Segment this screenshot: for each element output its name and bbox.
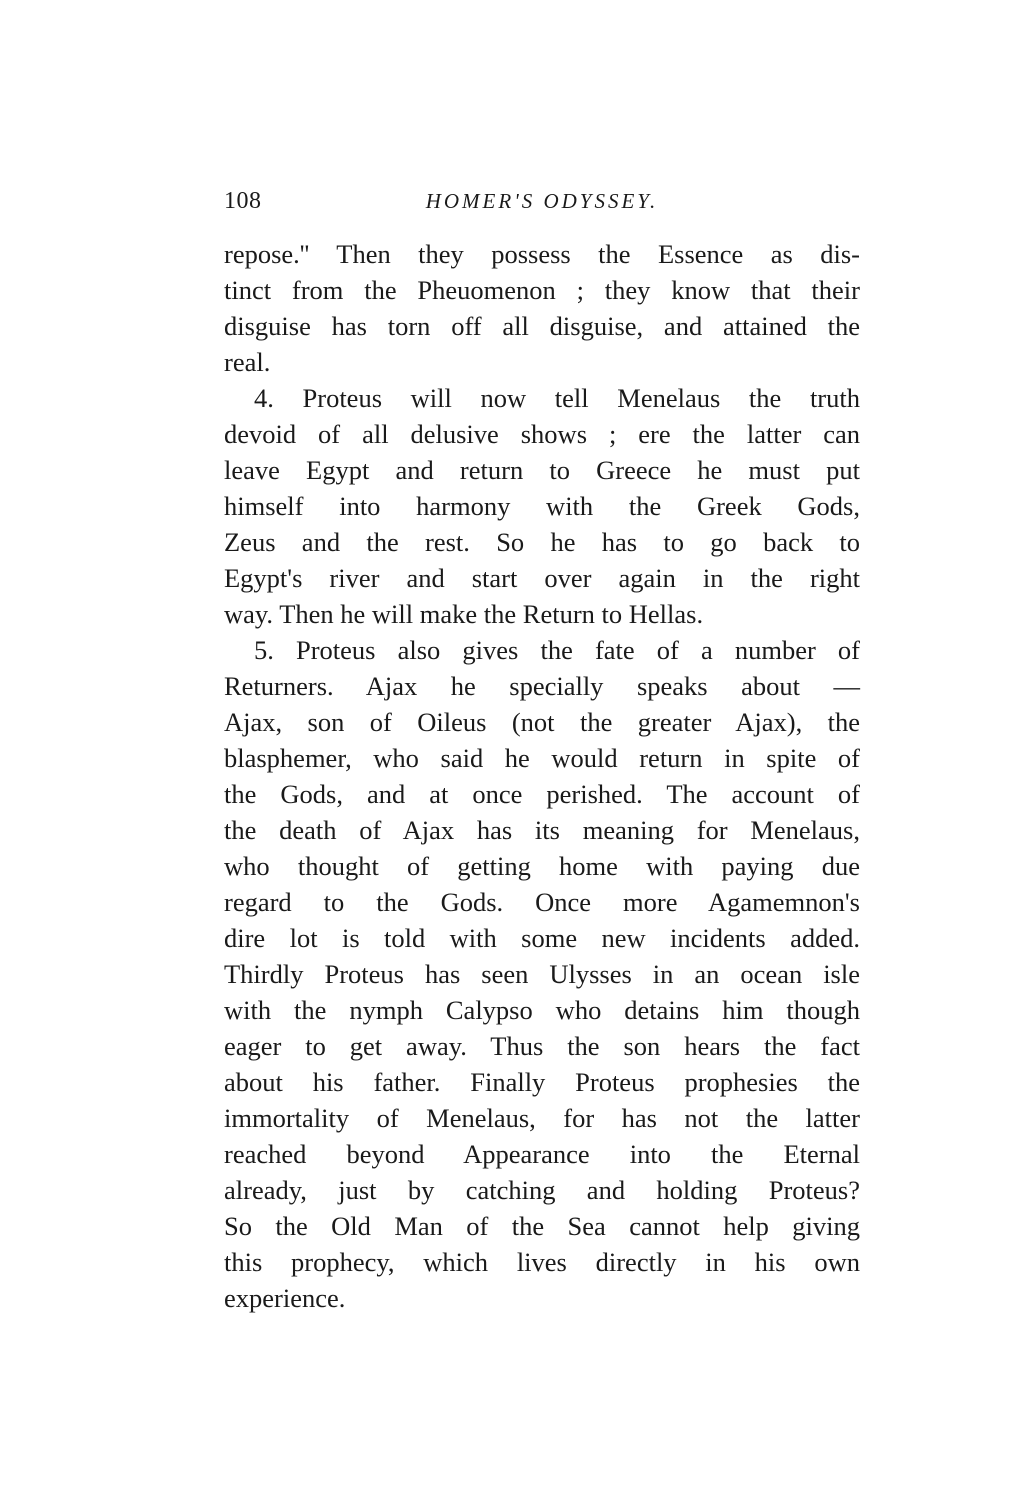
text-line: blasphemer, who said he would return in spite of [224, 743, 860, 773]
text-line: devoid of all delusive shows ; ere the latter can [224, 419, 860, 449]
text-line: this prophecy, which lives directly in his own [224, 1247, 860, 1277]
page-number: 108 [224, 188, 262, 214]
running-head [224, 186, 860, 216]
text-line: leave Egypt and return to Greece he must put [224, 455, 860, 485]
text-line: regard to the Gods. Once more Agamemnon's [224, 887, 860, 917]
text-line: with the nymph Calypso who detains him though [224, 995, 860, 1025]
text-line: real. [224, 347, 271, 377]
text-line: immortality of Menelaus, for has not the latter [224, 1103, 860, 1133]
text-line: experience. [224, 1283, 346, 1313]
text-line: 5. Proteus also gives the fate of a number of [254, 635, 860, 665]
text-line: dire lot is told with some new incidents added. [224, 923, 860, 953]
paragraph-2 [224, 380, 860, 632]
text-line: Ajax, son of Oileus (not the greater Ajax), the [224, 707, 860, 737]
text-line: the death of Ajax has its meaning for Menelaus, [224, 815, 860, 845]
text-line: already, just by catching and holding Proteus? [224, 1175, 860, 1205]
text-line: Egypt's river and start over again in the right [224, 563, 860, 593]
text-line: repose.'' Then they possess the Essence as dis- [224, 239, 860, 269]
text-line: Thirdly Proteus has seen Ulysses in an ocean isle [224, 959, 860, 989]
text-line: himself into harmony with the Greek Gods, [224, 491, 860, 521]
text-line: Zeus and the rest. So he has to go back to [224, 527, 860, 557]
text-line: So the Old Man of the Sea cannot help giving [224, 1211, 860, 1241]
text-line: way. Then he will make the Return to Hellas. [224, 599, 704, 629]
running-title: HOMER'S ODYSSEY. [425, 189, 659, 213]
text-line: 4. Proteus will now tell Menelaus the truth [254, 383, 860, 413]
paragraph-3 [224, 632, 860, 1316]
text-line: eager to get away. Thus the son hears the fact [224, 1031, 860, 1061]
text-line: the Gods, and at once perished. The account of [224, 779, 860, 809]
text-line: who thought of getting home with paying due [224, 851, 860, 881]
paragraph-1 [224, 236, 860, 380]
text-line: tinct from the Pheuomenon ; they know that their [224, 275, 860, 305]
text-line: Returners. Ajax he specially speaks about — [224, 671, 860, 701]
body-text [224, 236, 860, 1316]
text-line: disguise has torn off all disguise, and attained the [224, 311, 860, 341]
text-line: reached beyond Appearance into the Eternal [224, 1139, 860, 1169]
text-line: about his father. Finally Proteus prophesies the [224, 1067, 860, 1097]
